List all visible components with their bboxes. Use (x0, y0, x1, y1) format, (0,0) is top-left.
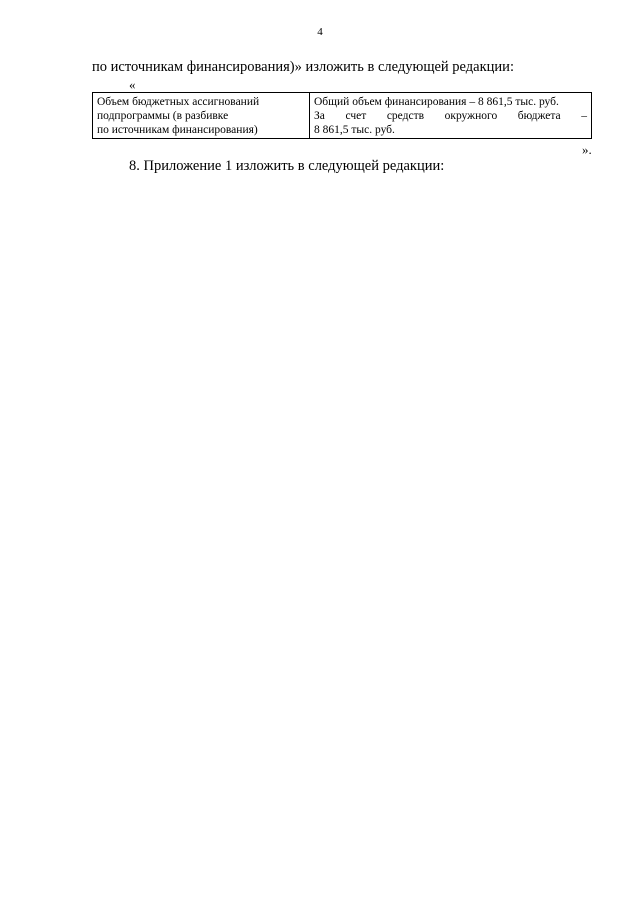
closing-quote-mark: ». (582, 142, 592, 157)
district-budget-line (314, 109, 587, 123)
budget-allocation-table (92, 92, 592, 139)
table-value-cell (310, 93, 592, 139)
label-line: по источникам финансирования) (97, 124, 258, 136)
label-line: подпрограммы (в разбивке (97, 110, 229, 122)
total-financing-line: Общий объем финансирования – 8 861,5 тыс. руб. (314, 96, 559, 108)
opening-quote-mark: « (129, 77, 136, 92)
word: – (581, 110, 587, 122)
word: За (314, 110, 325, 122)
table-label-cell (93, 93, 310, 139)
word: счет (345, 110, 367, 122)
word: окружного (444, 110, 498, 122)
word: средств (386, 110, 425, 122)
intro-text: по источникам финансирования)» изложить в следующей редакции: (92, 59, 514, 75)
district-budget-amount: 8 861,5 тыс. руб. (314, 124, 395, 136)
page-number: 4 (317, 26, 323, 38)
word: бюджета (517, 110, 561, 122)
item-8-text: 8. Приложение 1 изложить в следующей редакции: (129, 158, 445, 174)
label-line: Объем бюджетных ассигнований (97, 96, 260, 108)
table-row (93, 93, 592, 139)
